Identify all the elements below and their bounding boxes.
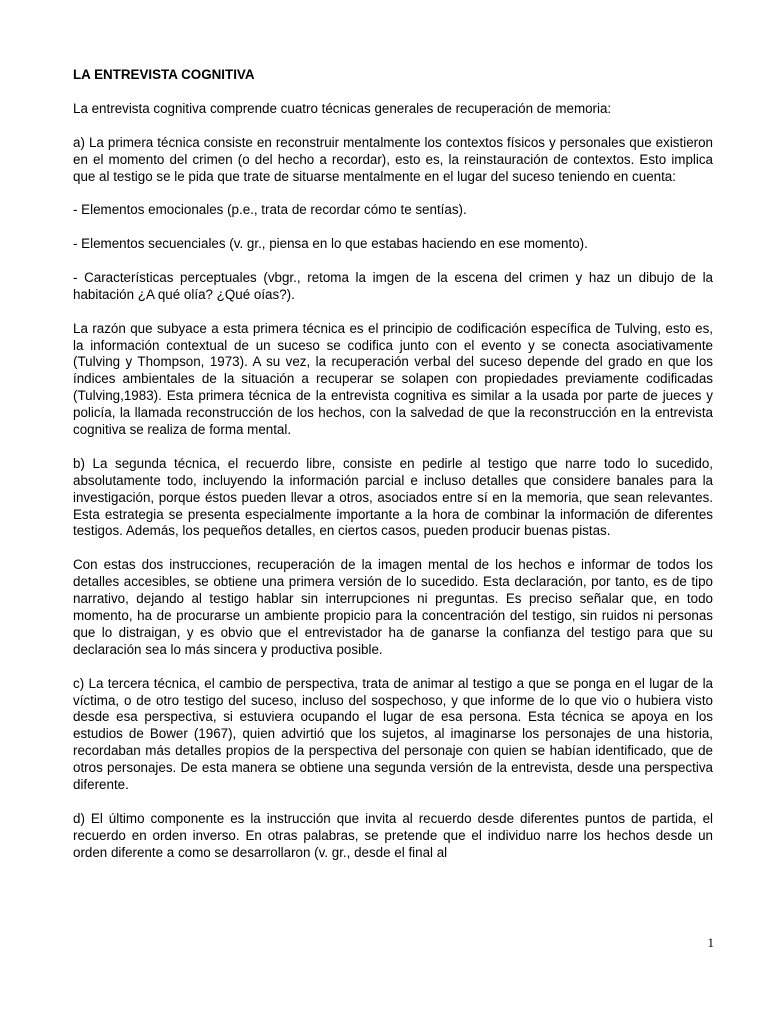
- document-body: [73, 67, 713, 878]
- paragraph-emotional-elements: - Elementos emocionales (p.e., trata de recordar cómo te sentías).: [73, 202, 467, 218]
- paragraph-technique-d: d) El último componente es la instrucción que invita al recuerdo desde diferentes puntos de partida, el recuerdo en orden inverso. En otras palabras, se pretende que el individuo narre los hechos desde un orden diferente a como se desarrollaron (v. gr., desde el final al: [73, 810, 713, 860]
- paragraph-technique-b: b) La segunda técnica, el recuerdo libre, consiste en pedirle al testigo que narre todo lo sucedido, absolutamente todo, incluyendo la información parcial e incluso detalles que considere banales para la investigación, porque éstos pueden llevar a otros, asociados entre sí en la memoria, que sean relevantes. Esta estrategia se presenta especialmente importante a la hora de combinar la información de diferentes testigos. Además, los pequeños detalles, en ciertos casos, pueden producir buenas pistas.: [73, 455, 713, 539]
- paragraph-technique-a: a) La primera técnica consiste en reconstruir mentalmente los contextos físicos y personales que existieron en el momento del crimen (o del hecho a recordar), esto es, la reinstauración de contextos. Esto implica que al testigo se le pida que trate de situarse mentalmente en el lugar del suceso teniendo en cuenta:: [73, 134, 713, 184]
- document-title: LA ENTREVISTA COGNITIVA: [73, 67, 255, 82]
- page-number: 1: [707, 935, 714, 950]
- paragraph-sequential-elements: - Elementos secuenciales (v. gr., piensa en lo que estabas haciendo en ese momento).: [73, 236, 588, 252]
- paragraph-two-instructions: Con estas dos instrucciones, recuperación de la imagen mental de los hechos e informar de todos los detalles accesibles, se obtiene una primera versión de lo sucedido. Esta declaración, por tanto, es de tipo narrativo, dejando al testigo hablar sin interrupciones ni preguntas. Es preciso señalar que, en todo momento, ha de procurarse un ambiente propicio para la concentración del testigo, sin ruidos ni personas que lo distraigan, y es obvio que el entrevistador ha de ganarse la confianza del testigo para que su declaración sea lo más sincera y productiva posible.: [73, 557, 713, 657]
- paragraph-perceptual-features: - Características perceptuales (vbgr., retoma la imgen de la escena del crimen y haz un dibujo de la habitación ¿A qué olía? ¿Qué oías?).: [73, 269, 713, 302]
- paragraph-technique-c: c) La tercera técnica, el cambio de perspectiva, trata de animar al testigo a que se ponga en el lugar de la víctima, o de otro testigo del suceso, incluso del sospechoso, y que informe de lo que vio o hubiera visto desde esa perspectiva, si estuviera ocupando el lugar de esa persona. Esta técnica se apoya en los estudios de Bower (1967), quien advirtió que los sujetos, al imaginarse los personajes de una historia, recordaban más detalles propios de la perspectiva del personaje con quien se habían identificado, que de otros personajes. De esta manera se obtiene una segunda versión de la entrevista, desde una perspectiva diferente.: [73, 675, 713, 793]
- paragraph-intro: La entrevista cognitiva comprende cuatro técnicas generales de recuperación de memoria:: [73, 100, 612, 116]
- paragraph-tulving-principle: La razón que subyace a esta primera técnica es el principio de codificación específica de Tulving, esto es, la información contextual de un suceso se codifica junto con el evento y se conecta asociativamente (Tulving y Thompson, 1973). A su vez, la recuperación verbal del suceso depende del grado en que los índices ambientales de la situación a recuperar se solapen con propiedades previamente codificadas (Tulving,1983). Esta primera técnica de la entrevista cognitiva es similar a la usada por parte de jueces y policía, la llamada reconstrucción de los hechos, con la salvedad de que la reconstrucción en la entrevista cognitiva se realiza de forma mental.: [73, 320, 713, 438]
